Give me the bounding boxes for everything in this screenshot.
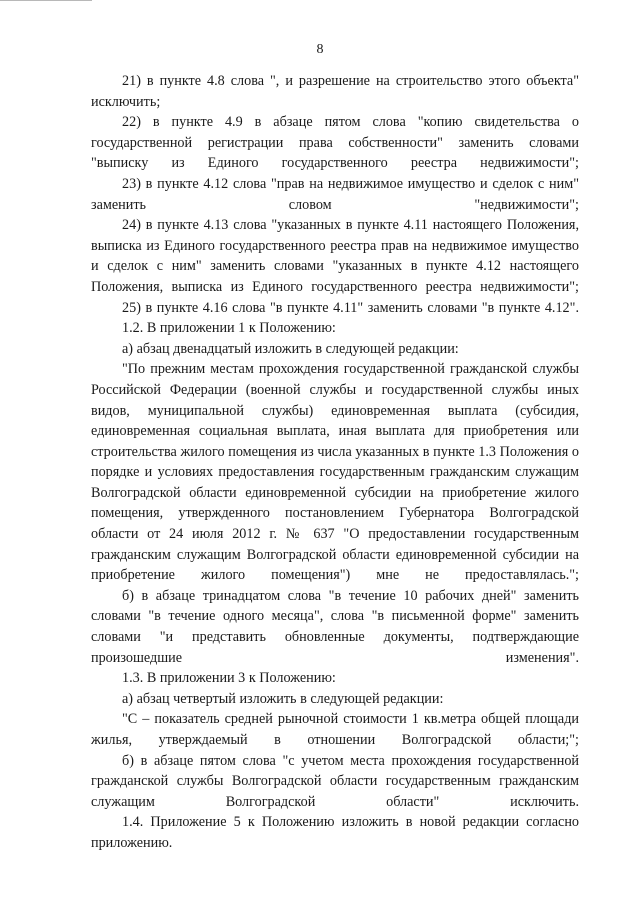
paragraph-1-2-b: б) в абзаце тринадцатом слова "в течение 10 рабочих дней" заменить словами "в течение одного месяца", слова "в письменной форме" заменить словами "и представить обновленные документы, подтверждающие произошедшие изменения". bbox=[91, 587, 579, 666]
paragraph-item-25: 25) в пункте 4.16 слова "в пункте 4.11" заменить словами "в пункте 4.12". bbox=[122, 299, 579, 316]
paragraph-quote-formula-c: "С – показатель средней рыночной стоимости 1 кв.метра общей площади жилья, утверждаемый в отношении Волгоградской области;"; bbox=[91, 711, 579, 748]
paragraph-item-22: 22) в пункте 4.9 в абзаце пятом слова "копию свидетельства о государственной регистрации права собственности" заменить словами "выписку из Единого государственного реестра недвижимости"; bbox=[91, 114, 579, 172]
paragraph-item-23: 23) в пункте 4.12 слова "прав на недвижимое имущество и сделок с ним" заменить словом "недвижимости"; bbox=[91, 175, 579, 213]
document-body bbox=[91, 71, 579, 854]
paragraph-section-1-3: 1.3. В приложении 3 к Положению: bbox=[122, 670, 336, 687]
paragraph-1-2-a: а) абзац двенадцатый изложить в следующей редакции: bbox=[122, 340, 459, 357]
paragraph-section-1-2: 1.2. В приложении 1 к Положению: bbox=[122, 320, 336, 337]
page-number: 8 bbox=[316, 42, 324, 57]
paragraph-section-1-4: 1.4. Приложение 5 к Положению изложить в новой редакции согласно приложению. bbox=[91, 814, 579, 851]
paragraph-item-21: 21) в пункте 4.8 слова ", и разрешение на строительство этого объекта" исключить; bbox=[91, 73, 579, 110]
paragraph-quote-paragraph-12: "По прежним местам прохождения государственной гражданской службы Российской Федерации (военной службы и государственной службы иных видов, муниципальной службы) единовременная выплата (субсидия, единовременная социальная выплата, иная выплата для приобретения или строительства жилого помещения из числа указанных в пункте 1.3 Положения о порядке и условиях предоставления государственным гражданским служащим Волгоградской области единовременной субсидии на приобретение жилого помещения, утвержденного постановлением Губернатора Волгоградской области от 24 июля 2012 г. № 637 "О предоставлении государственным гражданским служащим Волгоградской области единовременной субсидии на приобретение жилого помещения") мне не предоставлялась."; bbox=[91, 361, 579, 584]
paragraph-item-24: 24) в пункте 4.13 слова "указанных в пункте 4.11 настоящего Положения, выписка из Единого государственного реестра прав на недвижимое имущество и сделок с ним" заменить словами "указанных в пункте 4.12 настоящего Положения, выписка из Единого государственного реестра недвижимости"; bbox=[91, 217, 579, 295]
paragraph-1-3-b: б) в абзаце пятом слова "с учетом места прохождения государственной гражданской службы Волгоградской области государственным гражданским служащим Волгоградской области" исключить. bbox=[91, 752, 579, 810]
paragraph-1-3-a: а) абзац четвертый изложить в следующей редакции: bbox=[122, 690, 444, 707]
scan-corner-line bbox=[0, 0, 92, 1]
